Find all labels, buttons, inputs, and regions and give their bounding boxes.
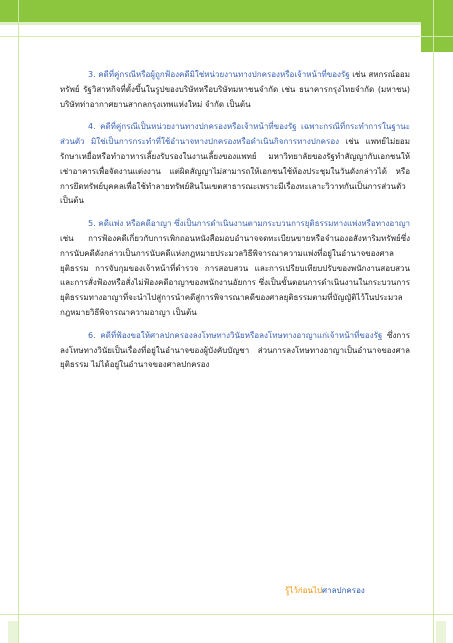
paragraph-6-lead: 6. คดีที่ฟ้องขอให้ศาลปกครองลงโทษทางวินัยหรือลงโทษทางอาญาแก่เจ้าหน้าที่ของรัฐ [88, 330, 383, 340]
left-guide-line [18, 0, 19, 643]
footer-title: ศาลปกครอง [322, 586, 365, 595]
bottom-left-decoration [8, 621, 18, 643]
paragraph-5-lead: 5. คดีแพ่ง หรือคดีอาญา ซึ่งเป็นการดำเนินงานตามกระบวนการยุติธรรมทางแพ่งหรือทางอาญา [88, 219, 410, 229]
page-content [60, 68, 410, 381]
paragraph-4-body: เช่น แพทย์ไม่ยอมรักษาเหยื่อหรือทำอาหารเลี้ยงรับรองในงานเลี้ยงของแพทย์ มหาวิทยาลัยของรัฐทำสัญญากับเอกชนให้เช่าอาคารเพื่อจัดงานแต่งงาน แต่ผิดสัญญาไม่สามารถให้เอกชนใช้ห้องประชุมในวันดังกล่าวได้ หรือการยึดทรัพย์บุคคลเพื่อใช้ทำลายทรัพย์สินในเขตสาธารณะเพราะมีเรื่องทะเลาะวิวาทกันเป็นการส่วนตัว เป็นต้น [60, 137, 410, 206]
paragraph-3-body: เช่น สหกรณ์ออมทรัพย์ รัฐวิสาหกิจที่ตั้งขึ้นในรูปของบริษัทหรือบริษัทมหาชนจำกัด เช่น ธนาคารกรุงไทยจำกัด (มหาชน) บริษัทท่าอากาศยานสากลกรุงเทพแห่งใหม่ จำกัด เป็นต้น [60, 70, 410, 109]
paragraph-4 [60, 120, 410, 209]
paragraph-5 [60, 217, 410, 321]
paragraph-3-lead: 3. คดีที่คู่กรณีหรือผู้ถูกฟ้องคดีมิใช่หน่วยงานทางปกครองหรือเจ้าหน้าที่ของรัฐ [88, 70, 350, 79]
corner-decoration [421, 0, 453, 52]
paragraph-3 [60, 68, 410, 112]
bottom-guide-line [0, 614, 453, 615]
paragraph-4-lead: 4. คดีที่คู่กรณีเป็นหน่วยงานทางปกครองหรือเจ้าหน้าที่ของรัฐ เฉพาะกรณีที่กระทำการในฐานะส่วนตัว มิใช่เป็นการกระทำที่ใช้อำนาจทางปกครองหรือดำเนินกิจการทางปกครอง [60, 122, 410, 147]
top-guide-line [0, 36, 453, 37]
paragraph-6-body: ซึ่งการลงโทษทางวินัยเป็นเรื่องที่อยู่ในอำนาจของผู้บังคับบัญชา ส่วนการลงโทษทางอาญาเป็นอำนาจของศาลยุติธรรม ไม่ได้อยู่ในอำนาจของศาลปกครอง [60, 330, 410, 370]
right-guide-line [433, 0, 434, 643]
paragraph-5-body: เช่น การฟ้องคดีเกี่ยวกับการเพิกถอนหนังสือมอบอำนาจจดทะเบียนขายหรือจำนองอสังหาริมทรัพย์ซึ่งการนับคดีดังกล่าวเป็นการนับคดีแห่งกฎหมายประมวลวิธีพิจารณาความแพ่งที่อยู่ในอำนาจของศาลยุติธรรม การจับกุมของเจ้าหน้าที่ตำรวจ การสอบสวน และการเปรียบเทียบปรับของพนักงานสอบสวน และการสั่งฟ้องหรือสั่งไม่ฟ้องคดีอาญาของพนักงานอัยการ ซึ่งเป็นขั้นตอนการดำเนินงานในกระบวนการยุติธรรมทางอาญาที่จะนำไปสู่การนำคดีสู่การพิจารณาคดีของศาลยุติธรรมตามที่บัญญัติไว้ในประมวลกฎหมายวิธีพิจารณาความอาญา เป็นต้น [60, 233, 410, 317]
paragraph-6 [60, 329, 410, 373]
bottom-right-decoration [436, 621, 446, 643]
footer-highlight: รู้ไว้ก่อนไป [285, 586, 323, 595]
header-strip [0, 22, 453, 25]
page-footer [285, 584, 365, 597]
